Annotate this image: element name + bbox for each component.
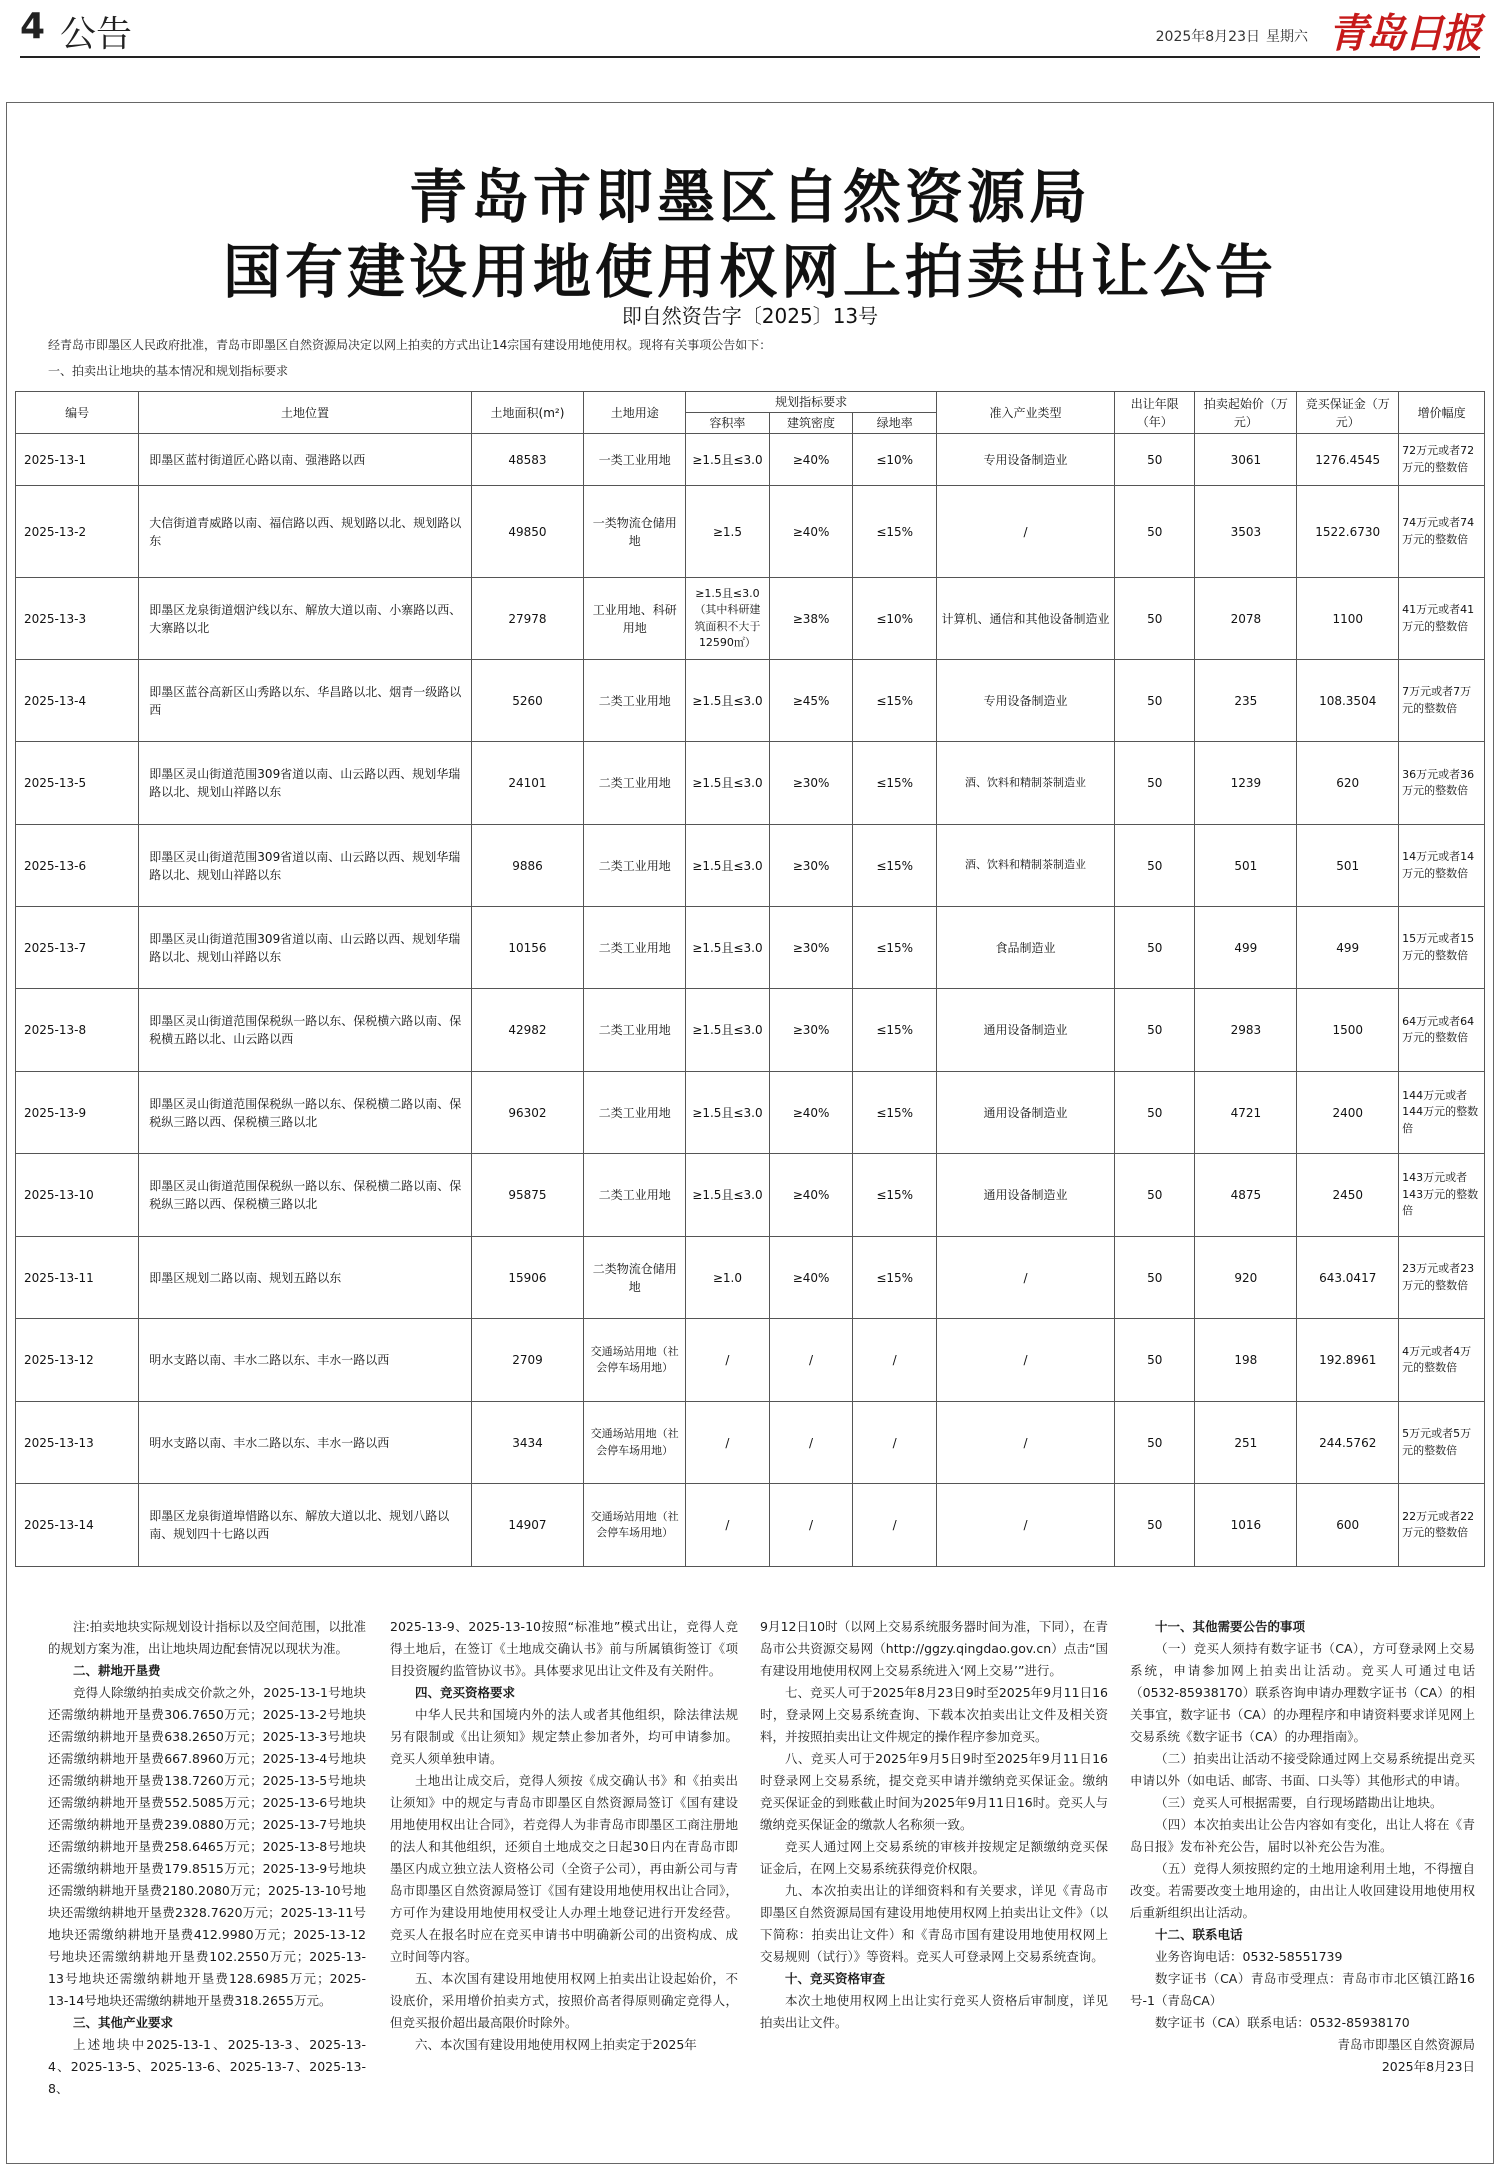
table-row: [16, 1154, 1485, 1237]
section-name: 公告: [60, 14, 133, 55]
cell-industry: 计算机、通信和其他设备制造业: [937, 578, 1115, 660]
cell-far: ≥1.0: [686, 1237, 770, 1319]
cell-deposit: 2450: [1297, 1154, 1399, 1237]
cell-density: ≥30%: [769, 742, 853, 825]
cell-id: 2025-13-10: [16, 1154, 139, 1237]
header-term: 出让年限（年）: [1115, 392, 1195, 434]
cell-green: ≤15%: [853, 1154, 937, 1237]
header-location: 土地位置: [139, 392, 471, 434]
cell-green: /: [853, 1402, 937, 1484]
table-row: [16, 1484, 1485, 1567]
document-number: 即自然资告字〔2025〕13号: [621, 304, 879, 328]
signature-issuer: 青岛市即墨区自然资源局: [1337, 2037, 1475, 2052]
cell-id: 2025-13-6: [16, 825, 139, 907]
cell-industry: 专用设备制造业: [937, 434, 1115, 486]
cell-start-price: 2983: [1195, 989, 1297, 1072]
cell-location: 即墨区龙泉街道埠惜路以东、解放大道以北、规划八路以南、规划四十七路以西: [139, 1484, 471, 1567]
table-row: [16, 660, 1485, 742]
table-row: [16, 1402, 1485, 1484]
supplement-paragraph: （四）本次拍卖出让公告内容如有变化，出让人将在《青岛日报》发布补充公告，届时以补充公告为准。: [1130, 1817, 1475, 1854]
table-row: [16, 1237, 1485, 1319]
cell-increment: 4万元或者4万元的整数倍: [1399, 1319, 1485, 1402]
cell-start-price: 920: [1195, 1237, 1297, 1319]
contract-paragraph: 土地出让成交后，竞得人须按《成交确认书》和《拍卖出让须知》中的规定与青岛市即墨区自然资源局签订《国有建设用地使用权出让合同》，若竞得人为非青岛市即墨区工商注册地的法人和其他组织，还须自土地成交之日起30日内在青岛市即墨区内成立独立法人资格公司（全资子公司），再由新公司与青岛市即墨区自然资源局签订《国有建设用地使用权出让合同》，方可作为建设用地使用权受让人办理土地登记进行开发经营。竞买人在报名时应在竞买申请书中明确新公司的出资构成、成立时间等内容。: [390, 1773, 738, 1964]
cell-increment: 15万元或者15万元的整数倍: [1399, 907, 1485, 989]
cell-industry: /: [937, 486, 1115, 578]
notice-title-line2: 国有建设用地使用权网上拍卖出让公告: [222, 238, 1277, 306]
cell-term: 50: [1115, 1402, 1195, 1484]
cell-green: ≤15%: [853, 1237, 937, 1319]
cell-density: /: [769, 1402, 853, 1484]
land-use-paragraph: （五）竞得人须按照约定的土地用途利用土地，不得擅自改变。若需要改变土地用途的，由出让人收回建设用地使用权后重新组织出让活动。: [1130, 1861, 1475, 1920]
cell-location: 即墨区蓝谷高新区山秀路以东、华昌路以北、烟青一级路以西: [139, 660, 471, 742]
cell-green: ≤15%: [853, 1072, 937, 1154]
text-column-1: [48, 1616, 366, 2100]
cell-location: 即墨区灵山街道范围保税纵一路以东、保税横二路以南、保税纵三路以西、保税横三路以北: [139, 1154, 471, 1237]
cell-deposit: 1500: [1297, 989, 1399, 1072]
cell-id: 2025-13-2: [16, 486, 139, 578]
cell-industry: 通用设备制造业: [937, 1154, 1115, 1237]
cell-start-price: 251: [1195, 1402, 1297, 1484]
header-industry: 准入产业类型: [937, 392, 1115, 434]
cell-location: 即墨区蓝村街道匠心路以南、强港路以西: [139, 434, 471, 486]
cell-deposit: 108.3504: [1297, 660, 1399, 742]
cell-far: ≥1.5且≤3.0（其中科研建筑面积不大于12590㎡）: [686, 578, 770, 660]
cell-term: 50: [1115, 1154, 1195, 1237]
cell-start-price: 501: [1195, 825, 1297, 907]
cell-density: ≥40%: [769, 1237, 853, 1319]
cell-increment: 72万元或者72万元的整数倍: [1399, 434, 1485, 486]
header-id: 编号: [16, 392, 139, 434]
cell-location: 即墨区规划二路以南、规划五路以东: [139, 1237, 471, 1319]
ca-certificate-paragraph: （一）竞买人须持有数字证书（CA），方可登录网上交易系统，申请参加网上拍卖出让活动。竞买人可通过电话（0532-85938170）联系咨询申请办理数字证书（CA）的相关事宜，数字证书（CA）的办理程序和申请资料要求详见网上交易系统《数字证书（CA）的办理指南》。: [1130, 1641, 1475, 1744]
cell-increment: 74万元或者74万元的整数倍: [1399, 486, 1485, 578]
cell-term: 50: [1115, 1072, 1195, 1154]
cell-id: 2025-13-7: [16, 907, 139, 989]
documents-paragraph: 九、本次拍卖出让的详细资料和有关要求，详见《青岛市即墨区自然资源局国有建设用地使用权网上拍卖出让文件》（以下简称：拍卖出让文件）和《青岛市国有建设用地使用权网上交易规则（试行）》等资料。竞买人可登录网上交易系统查询。: [760, 1883, 1108, 1964]
cell-location: 明水支路以南、丰水二路以东、丰水一路以西: [139, 1402, 471, 1484]
page-number: 4: [20, 6, 46, 47]
cell-industry: 专用设备制造业: [937, 660, 1115, 742]
download-paragraph: 七、竞买人可于2025年8月23日9时至2025年9月11日16时，登录网上交易系统查询、下载本次拍卖出让文件及相关资料，并按照拍卖出让文件规定的操作程序参加竞买。: [760, 1685, 1108, 1744]
contact-ca-phone: 数字证书（CA）联系电话：0532-85938170: [1155, 2015, 1410, 2030]
cell-increment: 64万元或者64万元的整数倍: [1399, 989, 1485, 1072]
notice-title-line1: 青岛市即墨区自然资源局: [408, 163, 1091, 231]
cell-density: ≥30%: [769, 989, 853, 1072]
header-green: 绿地率: [853, 413, 937, 434]
cell-area: 49850: [471, 486, 584, 578]
cell-id: 2025-13-9: [16, 1072, 139, 1154]
cell-green: ≤15%: [853, 742, 937, 825]
cell-location: 即墨区灵山街道范围309省道以南、山云路以西、规划华瑞路以北、规划山祥路以东: [139, 907, 471, 989]
cell-use: 工业用地、科研用地: [584, 578, 686, 660]
cell-use: 二类工业用地: [584, 825, 686, 907]
header-increment: 增价幅度: [1399, 392, 1485, 434]
cell-area: 96302: [471, 1072, 584, 1154]
cell-location: 即墨区灵山街道范围保税纵一路以东、保税横二路以南、保税纵三路以西、保税横三路以北: [139, 1072, 471, 1154]
newspaper-logo: 青岛日报: [1328, 10, 1480, 57]
cell-term: 50: [1115, 1484, 1195, 1567]
cell-far: ≥1.5且≤3.0: [686, 1072, 770, 1154]
header-far: 容积率: [686, 413, 770, 434]
note-plan: 注:拍卖地块实际规划设计指标以及空间范围，以批准的规划方案为准，出让地块周边配套情况以现状为准。: [48, 1619, 366, 1656]
deposit-paragraph: 八、竞买人可于2025年9月5日9时至2025年9月11日16时登录网上交易系统，提交竞买申请并缴纳竞买保证金。缴纳竞买保证金的到账截止时间为2025年9月11日16时。竞买人与缴纳竞买保证金的缴款人名称须一致。: [760, 1751, 1108, 1832]
cell-green: ≤15%: [853, 825, 937, 907]
table-row: [16, 989, 1485, 1072]
auction-venue-paragraph: 9月12日10时（以网上交易系统服务器时间为准，下同），在青岛市公共资源交易网（http://ggzy.qingdao.gov.cn）点击“国有建设用地使用权网上交易系统进入‘网上交易’”进行。: [760, 1619, 1108, 1678]
cell-use: 交通场站用地（社会停车场用地）: [584, 1402, 686, 1484]
application-form-paragraph: （二）拍卖出让活动不接受除通过网上交易系统提出竞买申请以外（如电话、邮寄、书面、口头等）其他形式的申请。: [1130, 1751, 1475, 1788]
cell-location: 即墨区龙泉街道烟沪线以东、解放大道以南、小寨路以西、大寨路以北: [139, 578, 471, 660]
heading-eligibility: 四、竞买资格要求: [415, 1685, 516, 1700]
cell-term: 50: [1115, 989, 1195, 1072]
cell-area: 2709: [471, 1319, 584, 1402]
cell-green: /: [853, 1484, 937, 1567]
cell-start-price: 198: [1195, 1319, 1297, 1402]
cell-industry: 酒、饮料和精制茶制造业: [937, 825, 1115, 907]
cell-start-price: 235: [1195, 660, 1297, 742]
cell-far: ≥1.5且≤3.0: [686, 660, 770, 742]
signature-date: 2025年8月23日: [1381, 2059, 1475, 2074]
cell-use: 二类工业用地: [584, 1072, 686, 1154]
contact-ca-address: 数字证书（CA）青岛市受理点：青岛市市北区镇江路16号-1（青岛CA）: [1130, 1971, 1475, 2008]
cell-industry: /: [937, 1402, 1115, 1484]
table-row: [16, 1319, 1485, 1402]
cell-id: 2025-13-1: [16, 434, 139, 486]
cell-density: ≥30%: [769, 825, 853, 907]
table-row: [16, 486, 1485, 578]
cell-id: 2025-13-4: [16, 660, 139, 742]
cell-far: /: [686, 1484, 770, 1567]
cell-increment: 143万元或者143万元的整数倍: [1399, 1154, 1485, 1237]
cell-far: ≥1.5且≤3.0: [686, 825, 770, 907]
eligibility-paragraph: 中华人民共和国境内外的法人或者其他组织，除法律法规另有限制或《出让须知》规定禁止参加者外，均可申请参加。竞买人须单独申请。: [390, 1707, 738, 1766]
cell-deposit: 600: [1297, 1484, 1399, 1567]
intro-paragraph: 经青岛市即墨区人民政府批准，青岛市即墨区自然资源局决定以网上拍卖的方式出让14宗国有建设用地使用权。现将有关事项公告如下：: [48, 338, 772, 352]
heading-farmland: 二、耕地开垦费: [73, 1663, 161, 1678]
cell-id: 2025-13-8: [16, 989, 139, 1072]
cell-increment: 5万元或者5万元的整数倍: [1399, 1402, 1485, 1484]
cell-density: /: [769, 1484, 853, 1567]
cell-far: /: [686, 1319, 770, 1402]
cell-green: /: [853, 1319, 937, 1402]
cell-use: 二类工业用地: [584, 742, 686, 825]
cell-use: 一类工业用地: [584, 434, 686, 486]
text-column-2: [390, 1616, 738, 2056]
cell-area: 14907: [471, 1484, 584, 1567]
cell-id: 2025-13-5: [16, 742, 139, 825]
cell-green: ≤15%: [853, 989, 937, 1072]
bidding-rights-paragraph: 竞买人通过网上交易系统的审核并按规定足额缴纳竞买保证金后，在网上交易系统获得竞价权限。: [760, 1839, 1108, 1876]
cell-use: 二类工业用地: [584, 660, 686, 742]
issue-weekday: 星期六: [1266, 29, 1308, 45]
header-planning: 规划指标要求: [686, 392, 937, 413]
cell-term: 50: [1115, 434, 1195, 486]
contact-business-phone: 业务咨询电话：0532-58551739: [1155, 1949, 1343, 1964]
cell-density: ≥40%: [769, 486, 853, 578]
cell-area: 48583: [471, 434, 584, 486]
cell-deposit: 499: [1297, 907, 1399, 989]
cell-start-price: 4721: [1195, 1072, 1297, 1154]
cell-location: 大信街道青威路以南、福信路以西、规划路以北、规划路以东: [139, 486, 471, 578]
cell-green: ≤15%: [853, 907, 937, 989]
cell-density: ≥38%: [769, 578, 853, 660]
cell-location: 即墨区灵山街道范围309省道以南、山云路以西、规划华瑞路以北、规划山祥路以东: [139, 825, 471, 907]
cell-term: 50: [1115, 1319, 1195, 1402]
header-density: 建筑密度: [769, 413, 853, 434]
cell-increment: 36万元或者36万元的整数倍: [1399, 742, 1485, 825]
header-use: 土地用途: [584, 392, 686, 434]
cell-area: 42982: [471, 989, 584, 1072]
cell-location: 明水支路以南、丰水二路以东、丰水一路以西: [139, 1319, 471, 1402]
text-column-3: [760, 1616, 1108, 2034]
cell-increment: 7万元或者7万元的整数倍: [1399, 660, 1485, 742]
cell-industry: 通用设备制造业: [937, 989, 1115, 1072]
cell-industry: /: [937, 1319, 1115, 1402]
cell-increment: 14万元或者14万元的整数倍: [1399, 825, 1485, 907]
cell-id: 2025-13-3: [16, 578, 139, 660]
heading-other-matters: 十一、其他需要公告的事项: [1155, 1619, 1306, 1634]
cell-location: 即墨区灵山街道范围保税纵一路以东、保税横六路以南、保税横五路以北、山云路以西: [139, 989, 471, 1072]
cell-far: ≥1.5且≤3.0: [686, 989, 770, 1072]
cell-green: ≤10%: [853, 578, 937, 660]
cell-deposit: 244.5762: [1297, 1402, 1399, 1484]
cell-increment: 23万元或者23万元的整数倍: [1399, 1237, 1485, 1319]
heading-industry: 三、其他产业要求: [73, 2015, 174, 2030]
cell-deposit: 1276.4545: [1297, 434, 1399, 486]
cell-area: 27978: [471, 578, 584, 660]
cell-term: 50: [1115, 1237, 1195, 1319]
cell-use: 二类工业用地: [584, 907, 686, 989]
cell-density: ≥45%: [769, 660, 853, 742]
plots-table: [15, 391, 1485, 1567]
cell-far: ≥1.5且≤3.0: [686, 742, 770, 825]
cell-term: 50: [1115, 907, 1195, 989]
cell-area: 9886: [471, 825, 584, 907]
cell-use: 交通场站用地（社会停车场用地）: [584, 1484, 686, 1567]
site-visit-paragraph: （三）竞买人可根据需要，自行现场踏勘出让地块。: [1155, 1795, 1443, 1810]
cell-use: 交通场站用地（社会停车场用地）: [584, 1319, 686, 1402]
cell-start-price: 1239: [1195, 742, 1297, 825]
cell-density: ≥30%: [769, 907, 853, 989]
review-paragraph: 本次土地使用权网上出让实行竞买人资格后审制度，详见拍卖出让文件。: [760, 1993, 1108, 2030]
cell-term: 50: [1115, 486, 1195, 578]
cell-density: ≥40%: [769, 434, 853, 486]
section-heading-1: 一、拍卖出让地块的基本情况和规划指标要求: [48, 364, 289, 378]
cell-use: 二类工业用地: [584, 1154, 686, 1237]
header-area: 土地面积(m²): [471, 392, 584, 434]
heading-review: 十、竞买资格审查: [785, 1971, 886, 1986]
cell-location: 即墨区灵山街道范围309省道以南、山云路以西、规划华瑞路以北、规划山祥路以东: [139, 742, 471, 825]
cell-start-price: 2078: [1195, 578, 1297, 660]
cell-start-price: 1016: [1195, 1484, 1297, 1567]
issue-date: 2025年8月23日: [1155, 29, 1260, 45]
cell-id: 2025-13-11: [16, 1237, 139, 1319]
cell-industry: 酒、饮料和精制茶制造业: [937, 742, 1115, 825]
cell-increment: 41万元或者41万元的整数倍: [1399, 578, 1485, 660]
cell-term: 50: [1115, 578, 1195, 660]
table-row: [16, 434, 1485, 486]
cell-start-price: 3061: [1195, 434, 1297, 486]
cell-green: ≤10%: [853, 434, 937, 486]
cell-industry: /: [937, 1484, 1115, 1567]
cell-deposit: 192.8961: [1297, 1319, 1399, 1402]
cell-far: /: [686, 1402, 770, 1484]
cell-use: 二类工业用地: [584, 989, 686, 1072]
cell-far: ≥1.5且≤3.0: [686, 434, 770, 486]
cell-increment: 144万元或者144万元的整数倍: [1399, 1072, 1485, 1154]
cell-id: 2025-13-14: [16, 1484, 139, 1567]
cell-area: 15906: [471, 1237, 584, 1319]
cell-far: ≥1.5: [686, 486, 770, 578]
cell-density: ≥40%: [769, 1072, 853, 1154]
cell-green: ≤15%: [853, 660, 937, 742]
cell-deposit: 643.0417: [1297, 1237, 1399, 1319]
industry-requirement: 上述地块中2025-13-1、2025-13-3、2025-13-4、2025-13-5、2025-13-6、2025-13-7、2025-13-8、: [48, 2037, 366, 2096]
cell-term: 50: [1115, 825, 1195, 907]
table-row: [16, 825, 1485, 907]
cell-deposit: 1522.6730: [1297, 486, 1399, 578]
cell-id: 2025-13-13: [16, 1402, 139, 1484]
cell-density: /: [769, 1319, 853, 1402]
header-deposit: 竞买保证金（万元）: [1297, 392, 1399, 434]
cell-industry: 食品制造业: [937, 907, 1115, 989]
cell-industry: /: [937, 1237, 1115, 1319]
cell-use: 一类物流仓储用地: [584, 486, 686, 578]
table-row: [16, 742, 1485, 825]
heading-contacts: 十二、联系电话: [1155, 1927, 1243, 1942]
masthead: [20, 4, 1480, 58]
cell-area: 24101: [471, 742, 584, 825]
cell-far: ≥1.5且≤3.0: [686, 1154, 770, 1237]
header-start-price: 拍卖起始价（万元）: [1195, 392, 1297, 434]
cell-increment: 22万元或者22万元的整数倍: [1399, 1484, 1485, 1567]
text-column-4: [1130, 1616, 1475, 2078]
table-row: [16, 578, 1485, 660]
cell-green: ≤15%: [853, 486, 937, 578]
cell-density: ≥40%: [769, 1154, 853, 1237]
cell-use: 二类物流仓储用地: [584, 1237, 686, 1319]
cell-term: 50: [1115, 742, 1195, 825]
cell-deposit: 2400: [1297, 1072, 1399, 1154]
cell-deposit: 1100: [1297, 578, 1399, 660]
table-row: [16, 1072, 1485, 1154]
farmland-fees: 竞得人除缴纳拍卖成交价款之外，2025-13-1号地块还需缴纳耕地开垦费306.7650万元；2025-13-2号地块还需缴纳耕地开垦费638.2650万元；2025-13-3号地块还需缴纳耕地开垦费667.8960万元；2025-13-4号地块还需缴纳耕地开垦费138.7260万元；2025-13-5号地块还需缴纳耕地开垦费552.5085万元；2025-13-6号地块还需缴纳耕地开垦费239.0880万元；2025-13-7号地块还需缴纳耕地开垦费258.6465万元；2025-13-8号地块还需缴纳耕地开垦费179.8515万元；2025-13-9号地块还需缴纳耕地开垦费2180.2080万元；2025-13-10号地块还需缴纳耕地开垦费2328.7620万元；2025-13-11号地块还需缴纳耕地开垦费412.9980万元；2025-13-12号地块还需缴纳耕地开垦费102.2550万元；2025-13-13号地块还需缴纳耕地开垦费128.6985万元；2025-13-14号地块还需缴纳耕地开垦费318.2655万元。: [48, 1685, 366, 2008]
table-row: [16, 907, 1485, 989]
cell-area: 3434: [471, 1402, 584, 1484]
cell-far: ≥1.5且≤3.0: [686, 907, 770, 989]
cell-term: 50: [1115, 660, 1195, 742]
standard-land-mode: 2025-13-9、2025-13-10按照“标准地”模式出让，竞得人竞得土地后，在签订《土地成交确认书》前与所属镇街签订《项目投资履约监管协议书》。具体要求见出让文件及有关附件。: [390, 1619, 738, 1678]
pricing-paragraph: 五、本次国有建设用地使用权网上拍卖出让设起始价，不设底价，采用增价拍卖方式，按照价高者得原则确定竞得人，但竞买报价超出最高限价时除外。: [390, 1971, 738, 2030]
cell-start-price: 3503: [1195, 486, 1297, 578]
cell-area: 5260: [471, 660, 584, 742]
cell-deposit: 620: [1297, 742, 1399, 825]
cell-start-price: 499: [1195, 907, 1297, 989]
cell-deposit: 501: [1297, 825, 1399, 907]
cell-id: 2025-13-12: [16, 1319, 139, 1402]
auction-time-paragraph: 六、本次国有建设用地使用权网上拍卖定于2025年: [415, 2037, 697, 2052]
cell-start-price: 4875: [1195, 1154, 1297, 1237]
cell-industry: 通用设备制造业: [937, 1072, 1115, 1154]
cell-area: 95875: [471, 1154, 584, 1237]
cell-area: 10156: [471, 907, 584, 989]
